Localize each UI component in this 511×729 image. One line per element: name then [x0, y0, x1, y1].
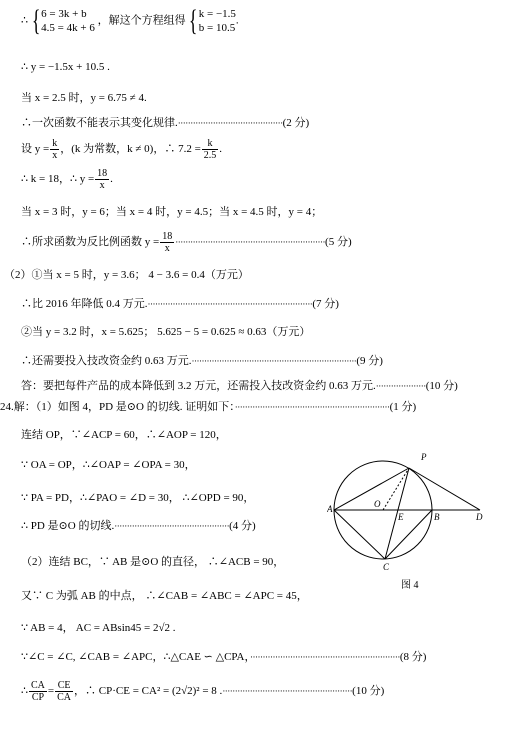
inverse-function-line: ∴所求函数为反比例函数 y = $\frac{18}{x}$ ····························································(5 分): [21, 230, 352, 254]
final-line: ∴ $\frac{CA}{CP}$ = $\frac{CE}{CA}$ ，∴ CP·CE = CA² = (2√2)² = 8 .····················································(10 分): [21, 679, 385, 703]
solution-k: k = −1.5: [198, 8, 236, 20]
question24-line: 24.解：（1）如图 4，PD 是⊙O 的切线. 证明如下：······························································(1 分): [0, 401, 417, 413]
equation-system: [41, 7, 95, 35]
conclusion-line: ∴一次函数不能表示其变化规律.··········································(2 分): [21, 117, 310, 129]
invest-line: ∴还需要投入技改资金约 0.63 万元.··································································(9 分): [21, 355, 383, 367]
line-ap: [334, 468, 409, 510]
part2-line: （2）①当 x = 5 时，y = 3.6； 4 − 3.6 = 0.4（万元）: [4, 269, 249, 281]
fraction: $\frac{CE}{CA}$: [57, 679, 72, 703]
equation-2: 4.5 = 4k + 6: [41, 22, 95, 34]
reduction-line: ∴比 2016 年降低 0.4 万元.··································································(7 分): [21, 298, 339, 310]
line-pd: [409, 468, 480, 510]
fraction: $\frac{18}{x}$: [97, 167, 108, 191]
assume-line: 设 y = $\frac{k}{x}$ ，(k 为常数，k ≠ 0)，∴ 7.2 = $\frac{k}{2.5}$ .: [21, 137, 223, 161]
fraction: $\frac{18}{x}$: [162, 230, 173, 254]
leader-dots: ····················: [375, 381, 426, 391]
score: (2 分): [282, 117, 310, 129]
score: (8 分): [399, 651, 427, 663]
score: (5 分): [325, 236, 352, 248]
connect-bc-line: （2）连结 BC，∵ AB 是⊙O 的直径， ∴∠ACB = 90，: [21, 556, 285, 568]
fraction: $\frac{CA}{CP}$: [31, 679, 45, 703]
geometry-figure: [327, 448, 492, 573]
leader-dots: ··············································: [114, 521, 230, 531]
score: (1 分): [389, 401, 417, 413]
part2b-line: ②当 y = 3.2 时，x = 5.625； 5.625 − 5 = 0.625 ≈ 0.63（万元）: [21, 326, 311, 338]
solution-system: [199, 7, 236, 35]
equation-1: 6 = 3k + b: [41, 8, 87, 20]
therefore-symbol: ∴: [21, 14, 28, 27]
leader-dots: ····························································: [250, 652, 400, 662]
solution-b: b = 10.5: [198, 22, 236, 34]
similar-line: ∵∠C = ∠C, ∠CAB = ∠APC，∴△CAE ∽ △CPA，····························································(8 分): [21, 651, 427, 663]
solve-text: ，解这个方程组得: [97, 14, 186, 27]
label-p: P: [421, 452, 427, 462]
score: (4 分): [229, 520, 256, 532]
answer-line: 答：要把每件产品的成本降低到 3.2 万元，还需投入技改资金约 0.63 万元.····················(10 分): [21, 380, 458, 392]
verify-line: 当 x = 3 时，y = 6；当 x = 4 时，y = 4.5；当 x = 4.5 时，y = 4；: [21, 206, 323, 218]
linear-function: ∴ y = −1.5x + 10.5 .: [21, 61, 110, 73]
tangent-line: ∴ PD 是⊙O 的切线.··············································(4 分): [21, 520, 256, 532]
score: (7 分): [312, 298, 339, 310]
brace: {: [189, 4, 198, 37]
k-value-line: ∴ k = 18，∴ y = $\frac{18}{x}$ .: [21, 167, 113, 191]
brace: {: [31, 4, 41, 37]
score: (9 分): [356, 355, 383, 367]
line-op: [383, 468, 409, 510]
label-e: E: [398, 512, 404, 522]
check-line: 当 x = 2.5 时，y = 6.75 ≠ 4.: [21, 92, 147, 104]
label-b: B: [434, 512, 440, 522]
leader-dots: ····························································: [175, 237, 326, 247]
label-a: A: [327, 504, 333, 514]
fraction: $\frac{k}{x}$: [52, 137, 58, 161]
label-d: D: [476, 512, 483, 522]
connect-op-line: 连结 OP，∵∠ACP = 60，∴∠AOP = 120，: [21, 429, 227, 441]
oa-op-line: ∵ OA = OP，∴∠OAP = ∠OPA = 30，: [21, 459, 196, 471]
pa-pd-line: ∵ PA = PD，∴∠PAO = ∠D = 30， ∴∠OPD = 90，: [21, 492, 255, 504]
line-pc: [385, 468, 409, 559]
leader-dots: ······························································: [234, 402, 390, 412]
midpoint-line: 又∵ C 为弧 AB 的中点， ∴∠CAB = ∠ABC = ∠APC = 45，: [21, 590, 308, 602]
line-ac: [334, 510, 385, 559]
leader-dots: ··································································: [147, 299, 313, 309]
fraction: $\frac{k}{2.5}$: [203, 137, 217, 161]
system-line: ∴ { 6 = 3k + b 4.5 = 4k + 6 ，解这个方程组得 { k = −1.5 b = 10.5 .: [21, 4, 239, 37]
figure-caption: 图 4: [401, 580, 419, 591]
score: (10 分): [425, 380, 458, 392]
label-c: C: [383, 562, 390, 572]
leader-dots: ····················································: [222, 686, 353, 696]
label-o: O: [374, 499, 381, 509]
ab-line: ∵ AB = 4， AC = ABsin45 = 2√2 .: [21, 622, 176, 634]
leader-dots: ··········································: [177, 118, 283, 128]
score: (10 分): [352, 685, 385, 697]
leader-dots: ··································································: [191, 356, 357, 366]
